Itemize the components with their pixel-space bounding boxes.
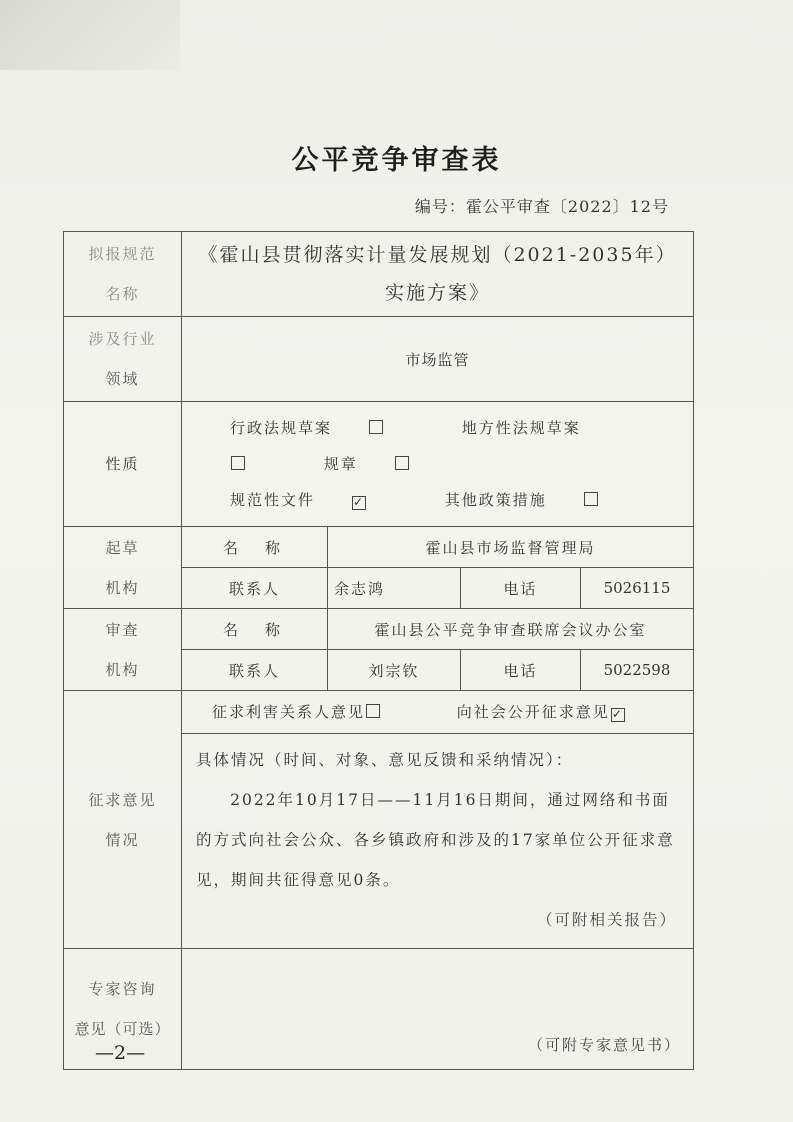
industry-label-1: 涉及行业: [88, 330, 157, 348]
opinion-detail-body: 2022年10月17日——11月16日期间，通过网络和书面的方式向社会公众、各乡镇政府和涉及的17家单位公开征求意见，期间共征得意见0条。: [196, 791, 675, 889]
review-name-value: 霍山县公平竞争审查联席会议办公室: [328, 609, 694, 650]
doc-name-label-cell: [64, 232, 182, 317]
expert-opinion-cell: [182, 949, 694, 1070]
industry-label-cell: [64, 317, 182, 402]
drafter-phone-label: 电话: [461, 568, 581, 609]
expert-label-1: 专家咨询: [88, 980, 157, 998]
opinion-label-2: 情况: [105, 830, 140, 849]
review-contact-label: 联系人: [182, 650, 328, 691]
nature-row-2: [230, 482, 693, 518]
checkbox-icon[interactable]: [231, 456, 245, 470]
opinion-detail-head: 具体情况（时间、对象、意见反馈和采纳情况）：: [196, 751, 574, 769]
expert-attach-note: （可附专家意见书）: [528, 1036, 682, 1054]
checkbox-icon[interactable]: [395, 456, 409, 470]
paper-edge-shadow: [0, 0, 180, 70]
opinion-option-stakeholders[interactable]: 征求利害关系人意见: [212, 703, 380, 721]
doc-name-line-1: 《霍山县贯彻落实计量发展规划（2021-2035年）: [198, 244, 677, 266]
checkbox-icon[interactable]: [366, 704, 380, 718]
drafter-contact-value: 余志鸿: [328, 568, 461, 609]
form-title: 公平竞争审查表: [291, 145, 502, 176]
nature-option-local-regulation-draft[interactable]: 地方性法规草案: [230, 419, 617, 473]
opinion-option-public[interactable]: 向社会公开征求意见 ✓: [456, 703, 624, 721]
nature-label: 性质: [64, 402, 182, 527]
drafter-name-label: 名 称: [182, 527, 328, 568]
doc-name-cell: [182, 232, 694, 317]
checkbox-checked-icon[interactable]: ✓: [353, 495, 366, 509]
checkbox-checked-icon[interactable]: ✓: [611, 707, 624, 721]
nature-options-cell: [182, 402, 694, 527]
doc-name-line-2: 实施方案》: [385, 282, 491, 304]
opinion-label-cell: [64, 691, 182, 949]
nature-option-normative-doc[interactable]: 规范性文件 ✓: [230, 491, 366, 509]
opinion-detail-cell: [182, 734, 694, 949]
opinion-options-cell: [182, 691, 694, 734]
checkbox-icon[interactable]: [584, 492, 598, 506]
nature-row-1: [230, 410, 693, 482]
review-label-1: 审查: [105, 620, 140, 639]
drafter-label-2: 机构: [105, 578, 140, 597]
industry-label-2: 领域: [105, 370, 140, 388]
drafter-phone-value: 5026115: [581, 568, 694, 609]
doc-name-label-1: 拟报规范: [88, 245, 157, 263]
serial-number: 编号：霍公平审查〔2022〕12号: [414, 197, 669, 216]
review-contact-value: 刘宗钦: [328, 650, 461, 691]
checkbox-icon[interactable]: [369, 420, 383, 434]
review-form-table: [63, 231, 694, 1070]
opinion-attach-note: （可附相关报告）: [537, 911, 678, 929]
drafter-label-cell: [64, 527, 182, 609]
opinion-label-1: 征求意见: [88, 790, 157, 809]
review-phone-label: 电话: [461, 650, 581, 691]
review-name-label: 名 称: [182, 609, 328, 650]
industry-value: 市场监管: [182, 317, 694, 402]
drafter-name-value: 霍山县市场监督管理局: [328, 527, 694, 568]
nature-option-regulation-draft[interactable]: 行政法规草案: [230, 419, 419, 437]
review-label-2: 机构: [105, 660, 140, 679]
expert-label-2: 意见（可选）: [74, 1020, 171, 1038]
page-number: —2—: [95, 1042, 146, 1064]
drafter-contact-label: 联系人: [182, 568, 328, 609]
review-phone-value: 5022598: [581, 650, 694, 691]
nature-option-other-policy[interactable]: 其他政策措施: [445, 491, 634, 509]
review-label-cell: [64, 609, 182, 691]
drafter-label-1: 起草: [105, 538, 140, 557]
nature-option-rules[interactable]: 规章: [324, 455, 445, 473]
doc-name-label-2: 名称: [105, 285, 140, 303]
